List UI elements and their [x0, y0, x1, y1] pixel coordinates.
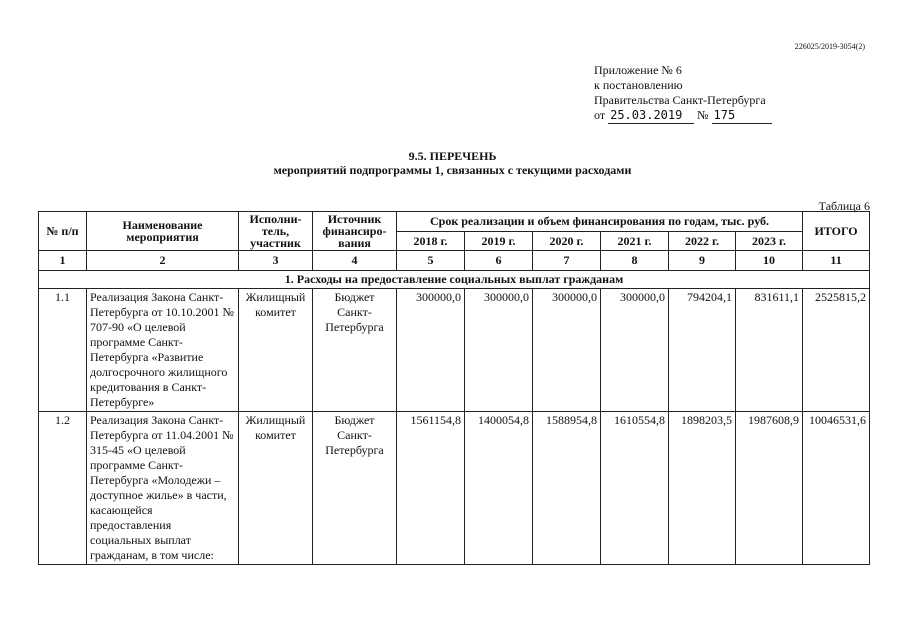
table-row	[39, 412, 870, 565]
row-number: 1.1	[39, 289, 87, 412]
document-code: 226025/2019-3054(2)	[794, 42, 865, 51]
resolution-number: 175	[712, 108, 772, 124]
title-line1: 9.5. ПЕРЕЧЕНЬ	[408, 149, 497, 163]
header-year: 2023 г.	[736, 231, 803, 251]
appendix-block	[594, 63, 772, 124]
row-value-2019: 300000,0	[465, 289, 533, 412]
row-value-2018: 1561154,8	[397, 412, 465, 565]
table-row	[39, 289, 870, 412]
header-year: 2022 г.	[669, 231, 736, 251]
section-title: 1. Расходы на предоставление социальных выплат гражданам	[39, 271, 870, 289]
column-number: 9	[669, 251, 736, 271]
row-value-2022: 1898203,5	[669, 412, 736, 565]
column-number-row	[39, 251, 870, 271]
header-source: Источник финансиро-вания	[313, 212, 397, 251]
table-label: Таблица 6	[818, 199, 870, 213]
appendix-line1: Приложение № 6	[594, 63, 682, 77]
header-year: 2019 г.	[465, 231, 533, 251]
row-source: Бюджет Санкт-Петербурга	[313, 289, 397, 412]
from-label: от	[594, 108, 606, 122]
header-year: 2018 г.	[397, 231, 465, 251]
section-row	[39, 271, 870, 289]
resolution-date: 25.03.2019	[608, 108, 694, 124]
measures-table	[38, 211, 870, 565]
column-number: 11	[803, 251, 870, 271]
page-bottom	[0, 581, 905, 640]
column-number: 7	[533, 251, 601, 271]
appendix-line2: к постановлению	[594, 78, 683, 92]
row-source: Бюджет Санкт-Петербурга	[313, 412, 397, 565]
column-number: 8	[601, 251, 669, 271]
column-number: 1	[39, 251, 87, 271]
row-value-2020: 300000,0	[533, 289, 601, 412]
row-measure-name: Реализация Закона Санкт-Петербурга от 10.10.2001 № 707-90 «О целевой программе Санкт-Петербурга «Развитие долгосрочного жилищного кредитования в Санкт-Петербурге»	[87, 289, 239, 412]
column-number: 10	[736, 251, 803, 271]
row-executor: Жилищный комитет	[239, 412, 313, 565]
row-value-2022: 794204,1	[669, 289, 736, 412]
header-no: № п/п	[39, 212, 87, 251]
appendix-date-line	[594, 108, 772, 124]
header-year: 2020 г.	[533, 231, 601, 251]
row-value-2021: 1610554,8	[601, 412, 669, 565]
row-value-2021: 300000,0	[601, 289, 669, 412]
row-value-2020: 1588954,8	[533, 412, 601, 565]
header-name: Наименование мероприятия	[87, 212, 239, 251]
title-line2: мероприятий подпрограммы 1, связанных с текущими расходами	[273, 163, 632, 177]
row-value-2018: 300000,0	[397, 289, 465, 412]
row-value-2023: 831611,1	[736, 289, 803, 412]
row-measure-name: Реализация Закона Санкт-Петербурга от 11.04.2001 № 315-45 «О целевой программе Санкт-Петербурга «Молодежи – доступное жилье» в части, касающейся предоставления социальных выплат гражданам, в том числе:	[87, 412, 239, 565]
row-number: 1.2	[39, 412, 87, 565]
row-value-2019: 1400054,8	[465, 412, 533, 565]
column-number: 2	[87, 251, 239, 271]
row-value-2023: 1987608,9	[736, 412, 803, 565]
header-row-1	[39, 212, 870, 232]
column-number: 5	[397, 251, 465, 271]
row-total: 2525815,2	[803, 289, 870, 412]
header-executor: Исполни-тель, участник	[239, 212, 313, 251]
column-number: 3	[239, 251, 313, 271]
column-number: 6	[465, 251, 533, 271]
column-number: 4	[313, 251, 397, 271]
appendix-line3: Правительства Санкт-Петербурга	[594, 93, 766, 107]
row-executor: Жилищный комитет	[239, 289, 313, 412]
document-title	[0, 149, 905, 177]
row-total: 10046531,6	[803, 412, 870, 565]
number-label: №	[697, 108, 709, 122]
header-year: 2021 г.	[601, 231, 669, 251]
header-total: ИТОГО	[803, 212, 870, 251]
header-period: Срок реализации и объем финансирования по годам, тыс. руб.	[397, 212, 803, 232]
